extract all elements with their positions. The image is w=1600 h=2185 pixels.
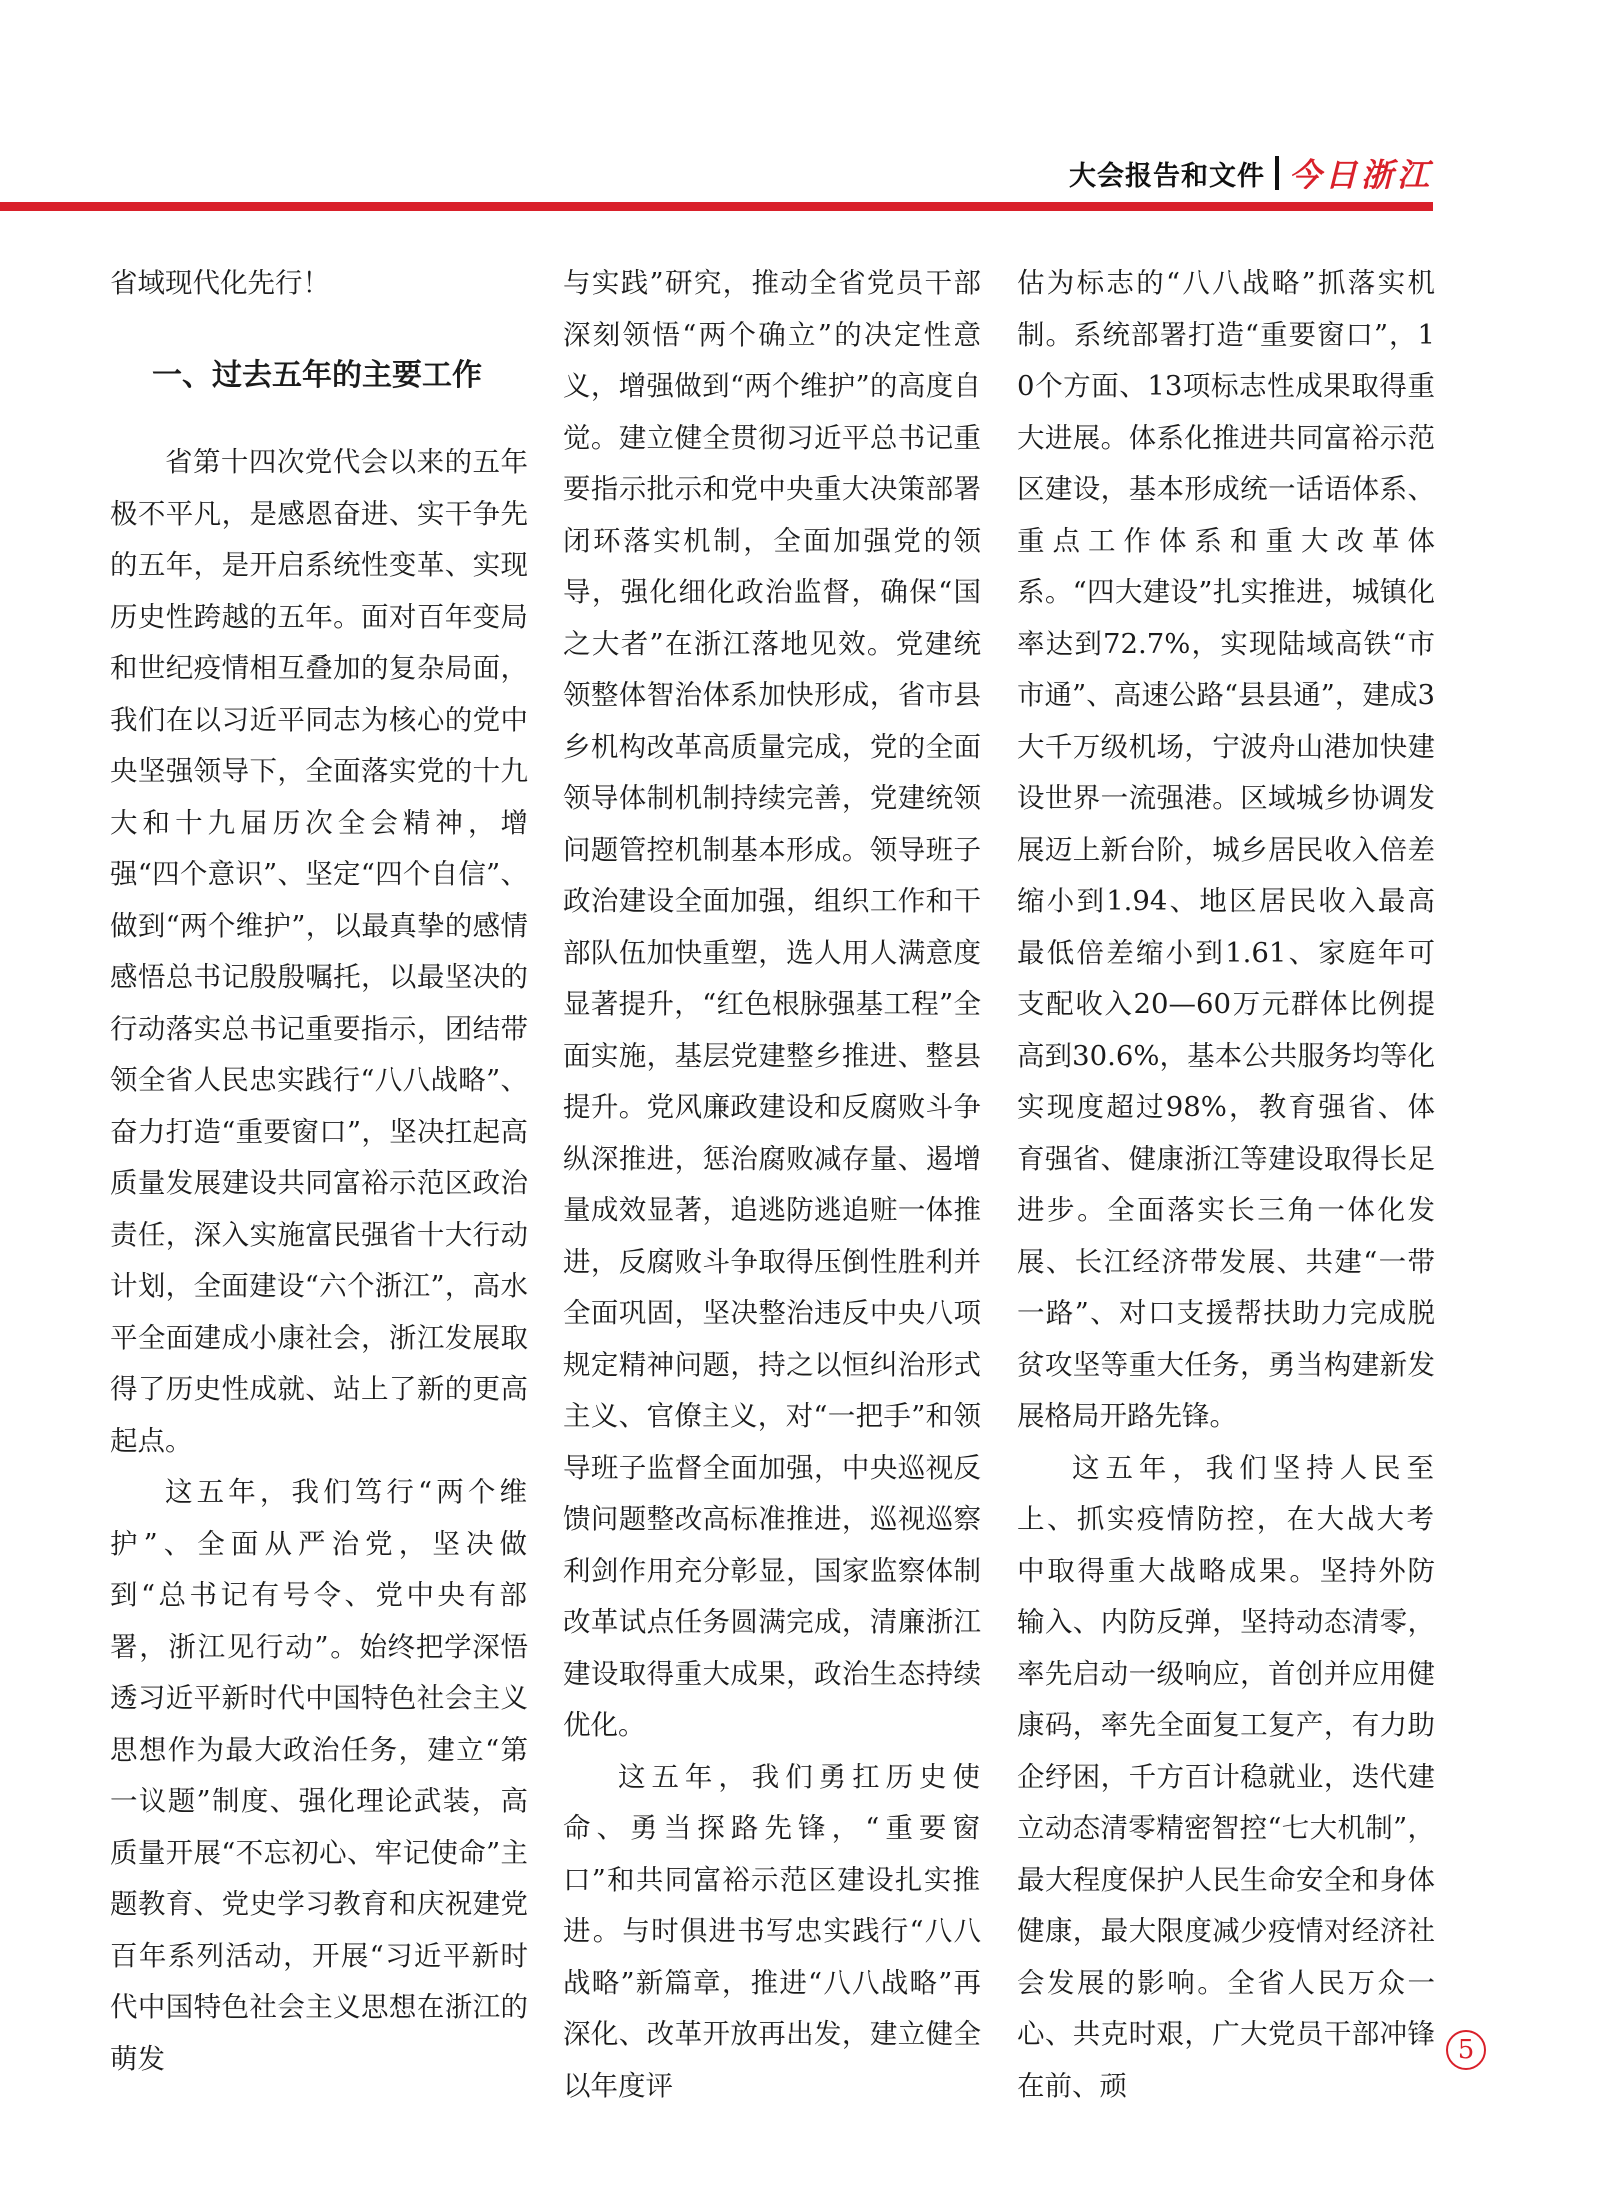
paragraph [110, 1467, 528, 2085]
header-red-rule [0, 202, 1433, 211]
magazine-logo: 今日浙江 [1288, 156, 1433, 194]
page-header [0, 0, 1600, 215]
header-masthead [1069, 150, 1433, 196]
paragraph [563, 1752, 981, 2113]
paragraph-body: 坚持外防输入、内防反弹，坚持动态清零，率先启动一级响应，首创并应用健康码，率先全面复工复产，有力助企纾困，千方百计稳就业，迭代建立动态清零精密智控“七大机制”，最大程度保护人民生命安全和身体健康，最大限度减少疫情对经济社会发展的影响。全省人民万众一心、共克时艰，广大党员干部冲锋在前、顽 [1017, 1554, 1436, 2102]
text-column-1 [110, 258, 528, 2085]
header-divider [1275, 156, 1279, 190]
text-column-2 [563, 258, 981, 2112]
section-heading: 一、过去五年的主要工作 [152, 357, 482, 393]
text-column-3 [1017, 258, 1435, 2112]
paragraph [1017, 1443, 1435, 2113]
page-number: 5 [1446, 2030, 1486, 2070]
paragraph-body: 与时俱进书写忠实践行“八八战略”新篇章，推进“八八战略”再深化、改革开放再出发，建立健全以年度评 [563, 1915, 981, 2102]
paragraph-lead: 这五年，我们坚持人民至上、抓实疫情防控，在大战大考中取得重大战略成果。 [1017, 1451, 1435, 1587]
paragraph-lead: 这五年，我们笃行“两个维护”、全面从严治党，坚决做到“总书记有号令、党中央有部署，浙江见行动”。 [110, 1476, 528, 1663]
paragraph: 估为标志的“八八战略”抓落实机制。系统部署打造“重要窗口”，10个方面、13项标志性成果取得重大进展。体系化推进共同富裕示范区建设，基本形成统一话语体系、重点工作体系和重大改革体系。“四大建设”扎实推进，城镇化率达到72.7%，实现陆域高铁“市市通”、高速公路“县县通”，建成3大千万级机场，宁波舟山港加快建设世界一流强港。区域城乡协调发展迈上新台阶，城乡居民收入倍差缩小到1.94、地区居民收入最高最低倍差缩小到1.61、家庭年可支配收入20—60万元群体比例提高到30.6%，基本公共服务均等化实现度超过98%，教育强省、体育强省、健康浙江等建设取得长足进步。全面落实长三角一体化发展、长江经济带发展、共建“一带一路”、对口支援帮扶助力完成脱贫攻坚等重大任务，勇当构建新发展格局开路先锋。 [1017, 267, 1435, 1432]
intro-line: 省域现代化先行！ [110, 267, 330, 299]
paragraph: 与实践”研究，推动全省党员干部深刻领悟“两个确立”的决定性意义，增强做到“两个维护”的高度自觉。建立健全贯彻习近平总书记重要指示批示和党中央重大决策部署闭环落实机制，全面加强党的领导，强化细化政治监督，确保“国之大者”在浙江落地见效。党建统领整体智治体系加快形成，省市县乡机构改革高质量完成，党的全面领导体制机制持续完善，党建统领问题管控机制基本形成。领导班子政治建设全面加强，组织工作和干部队伍加快重塑，选人用人满意度显著提升，“红色根脉强基工程”全面实施，基层党建整乡推进、整县提升。党风廉政建设和反腐败斗争纵深推进，惩治腐败减存量、遏增量成效显著，追逃防逃追赃一体推进，反腐败斗争取得压倒性胜利并全面巩固，坚决整治违反中央八项规定精神问题，持之以恒纠治形式主义、官僚主义，对“一把手”和领导班子监督全面加强，中央巡视反馈问题整改高标准推进，巡视巡察利剑作用充分彰显，国家监察体制改革试点任务圆满完成，清廉浙江建设取得重大成果，政治生态持续优化。 [563, 267, 981, 1741]
paragraph-lead: 这五年，我们勇扛历史使命、勇当探路先锋，“重要窗口”和共同富裕示范区建设扎实推进。 [563, 1760, 981, 1947]
section-title: 大会报告和文件 [1068, 160, 1265, 192]
paragraph-body: 始终把学深悟透习近平新时代中国特色社会主义思想作为最大政治任务，建立“第一议题”制度、强化理论武装，高质量开展“不忘初心、牢记使命”主题教育、党史学习教育和庆祝建党百年系列活动，开展“习近平新时代中国特色社会主义思想在浙江的萌发 [110, 1630, 529, 2075]
paragraph: 省第十四次党代会以来的五年极不平凡，是感恩奋进、实干争先的五年，是开启系统性变革、实现历史性跨越的五年。面对百年变局和世纪疫情相互叠加的复杂局面，我们在以习近平同志为核心的党中央坚强领导下，全面落实党的十九大和十九届历次全会精神，增强“四个意识”、坚定“四个自信”、做到“两个维护”，以最真挚的感情感悟总书记殷殷嘱托，以最坚决的行动落实总书记重要指示，团结带领全省人民忠实践行“八八战略”、奋力打造“重要窗口”，坚决扛起高质量发展建设共同富裕示范区政治责任，深入实施富民强省十大行动计划，全面建设“六个浙江”，高水平全面建成小康社会，浙江发展取得了历史性成就、站上了新的更高起点。 [110, 446, 528, 1457]
